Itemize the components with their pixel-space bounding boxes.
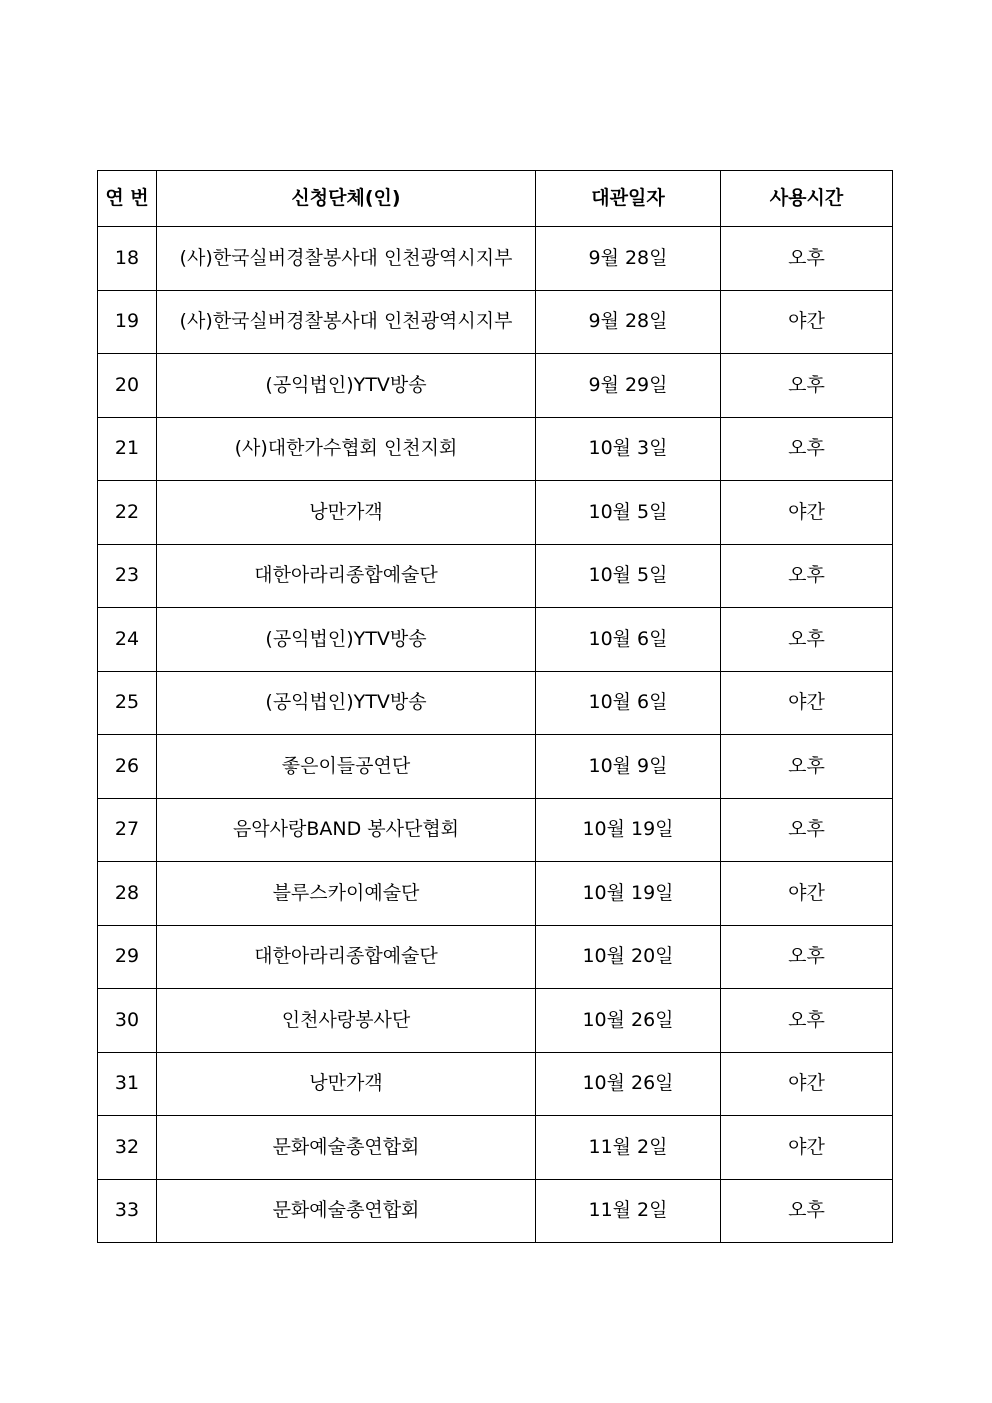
row-number: 33 [98, 1179, 157, 1243]
row-organization: 낭만가객 [157, 481, 536, 545]
row-rental-date: 10월 5일 [536, 544, 721, 608]
row-rental-date: 10월 26일 [536, 1052, 721, 1116]
row-rental-date: 10월 9일 [536, 735, 721, 799]
row-usage-time: 오후 [721, 925, 893, 989]
row-rental-date: 10월 19일 [536, 798, 721, 862]
row-number: 30 [98, 989, 157, 1053]
table-row [98, 1052, 893, 1116]
row-number: 20 [98, 354, 157, 418]
row-rental-date: 10월 26일 [536, 989, 721, 1053]
row-organization: 블루스카이예술단 [157, 862, 536, 926]
table-row [98, 1179, 893, 1243]
row-number: 24 [98, 608, 157, 672]
table-row [98, 735, 893, 799]
row-rental-date: 10월 5일 [536, 481, 721, 545]
row-usage-time: 야간 [721, 290, 893, 354]
row-rental-date: 10월 19일 [536, 862, 721, 926]
row-usage-time: 오후 [721, 227, 893, 291]
table-row [98, 798, 893, 862]
row-rental-date: 10월 3일 [536, 417, 721, 481]
row-number: 19 [98, 290, 157, 354]
header-organization: 신청단체(인) [157, 171, 536, 227]
row-usage-time: 오후 [721, 354, 893, 418]
header-usage-time: 사용시간 [721, 171, 893, 227]
row-rental-date: 9월 28일 [536, 290, 721, 354]
table-row [98, 671, 893, 735]
table-row [98, 608, 893, 672]
row-organization: 인천사랑봉사단 [157, 989, 536, 1053]
row-usage-time: 오후 [721, 608, 893, 672]
row-organization: 문화예술총연합회 [157, 1116, 536, 1180]
table-row [98, 227, 893, 291]
row-number: 22 [98, 481, 157, 545]
row-number: 25 [98, 671, 157, 735]
row-organization: (사)한국실버경찰봉사대 인천광역시지부 [157, 290, 536, 354]
row-number: 18 [98, 227, 157, 291]
row-usage-time: 오후 [721, 798, 893, 862]
row-usage-time: 오후 [721, 417, 893, 481]
row-usage-time: 야간 [721, 671, 893, 735]
row-usage-time: 오후 [721, 1179, 893, 1243]
row-organization: 낭만가객 [157, 1052, 536, 1116]
header-number: 연 번 [98, 171, 157, 227]
row-usage-time: 야간 [721, 862, 893, 926]
row-rental-date: 9월 29일 [536, 354, 721, 418]
header-rental-date: 대관일자 [536, 171, 721, 227]
row-organization: 음악사랑BAND 봉사단협회 [157, 798, 536, 862]
row-usage-time: 오후 [721, 544, 893, 608]
table-row [98, 544, 893, 608]
row-organization: 좋은이들공연단 [157, 735, 536, 799]
row-number: 21 [98, 417, 157, 481]
row-number: 31 [98, 1052, 157, 1116]
row-organization: (사)한국실버경찰봉사대 인천광역시지부 [157, 227, 536, 291]
row-usage-time: 야간 [721, 1052, 893, 1116]
row-organization: (공익법인)YTV방송 [157, 671, 536, 735]
row-usage-time: 오후 [721, 735, 893, 799]
table-header-row [98, 171, 893, 227]
row-organization: 문화예술총연합회 [157, 1179, 536, 1243]
row-number: 32 [98, 1116, 157, 1180]
row-rental-date: 10월 6일 [536, 608, 721, 672]
table-row [98, 925, 893, 989]
row-organization: 대한아라리종합예술단 [157, 925, 536, 989]
row-organization: 대한아라리종합예술단 [157, 544, 536, 608]
row-organization: (사)대한가수협회 인천지회 [157, 417, 536, 481]
table-row [98, 290, 893, 354]
table-row [98, 862, 893, 926]
rental-schedule-table [97, 170, 893, 1243]
row-usage-time: 야간 [721, 1116, 893, 1180]
row-number: 27 [98, 798, 157, 862]
row-rental-date: 11월 2일 [536, 1179, 721, 1243]
row-number: 23 [98, 544, 157, 608]
row-rental-date: 9월 28일 [536, 227, 721, 291]
row-usage-time: 야간 [721, 481, 893, 545]
row-rental-date: 10월 20일 [536, 925, 721, 989]
row-number: 28 [98, 862, 157, 926]
table-row [98, 417, 893, 481]
table-row [98, 354, 893, 418]
row-organization: (공익법인)YTV방송 [157, 608, 536, 672]
table-row [98, 481, 893, 545]
row-number: 29 [98, 925, 157, 989]
row-rental-date: 10월 6일 [536, 671, 721, 735]
table-row [98, 1116, 893, 1180]
row-organization: (공익법인)YTV방송 [157, 354, 536, 418]
row-number: 26 [98, 735, 157, 799]
row-usage-time: 오후 [721, 989, 893, 1053]
table-row [98, 989, 893, 1053]
row-rental-date: 11월 2일 [536, 1116, 721, 1180]
